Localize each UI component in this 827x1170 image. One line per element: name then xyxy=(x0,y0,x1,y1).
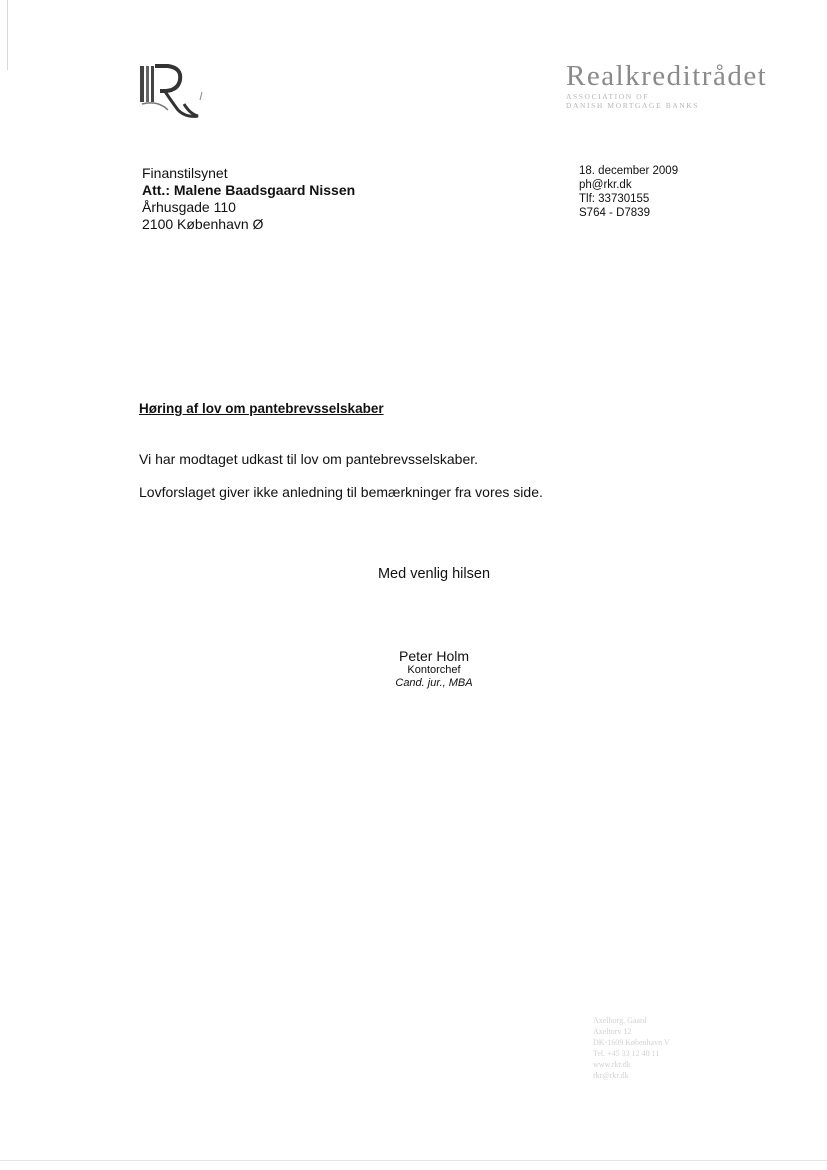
closing-salutation: Med venlig hilsen xyxy=(377,566,491,582)
signer-name: Peter Holm xyxy=(398,648,470,664)
recipient-city: 2100 København Ø xyxy=(142,216,264,232)
recipient-attention: Att.: Malene Baadsgaard Nissen xyxy=(142,182,356,198)
footer-line: www.rkr.dk xyxy=(593,1060,631,1069)
signature-block xyxy=(0,648,827,690)
letterhead-brand xyxy=(566,60,786,110)
recipient-address xyxy=(142,165,355,233)
footer-line: Tel. +45 33 12 48 11 xyxy=(593,1049,660,1058)
body-paragraph-2: Lovforslaget giver ikke anledning til bemærkninger fra vores side. xyxy=(139,484,543,500)
footer-line: rkr@rkr.dk xyxy=(593,1071,629,1080)
case-reference: S764 - D7839 xyxy=(579,207,650,219)
association-logo xyxy=(138,60,212,122)
brand-subtitle-line-2: DANISH MORTGAGE BANKS xyxy=(566,101,700,110)
scan-edge-bottom xyxy=(0,1160,827,1161)
recipient-org: Finanstilsynet xyxy=(142,165,228,181)
letter-meta xyxy=(579,164,678,220)
footer-address xyxy=(593,1015,670,1081)
footer-line: Axeltorv 12 xyxy=(593,1027,632,1036)
footer-line: DK-1609 København V xyxy=(593,1038,670,1047)
recipient-street: Århusgade 110 xyxy=(142,199,236,215)
footer-line: Axelborg, Gaard xyxy=(593,1016,647,1025)
sender-phone: Tlf: 33730155 xyxy=(579,193,650,205)
brand-name: Realkreditrådet xyxy=(566,60,768,92)
signer-degree: Cand. jur., MBA xyxy=(395,677,473,689)
scan-edge-left xyxy=(7,0,8,70)
letter-subject: Høring af lov om pantebrevsselskaber xyxy=(139,401,384,416)
letter-date: 18. december 2009 xyxy=(579,165,679,177)
brand-subtitle-line-1: ASSOCIATION OF xyxy=(566,92,650,101)
sender-email: ph@rkr.dk xyxy=(579,179,632,191)
signer-title: Kontorchef xyxy=(407,664,461,676)
body-paragraph-1: Vi har modtaget udkast til lov om pantebrevsselskaber. xyxy=(139,451,479,467)
